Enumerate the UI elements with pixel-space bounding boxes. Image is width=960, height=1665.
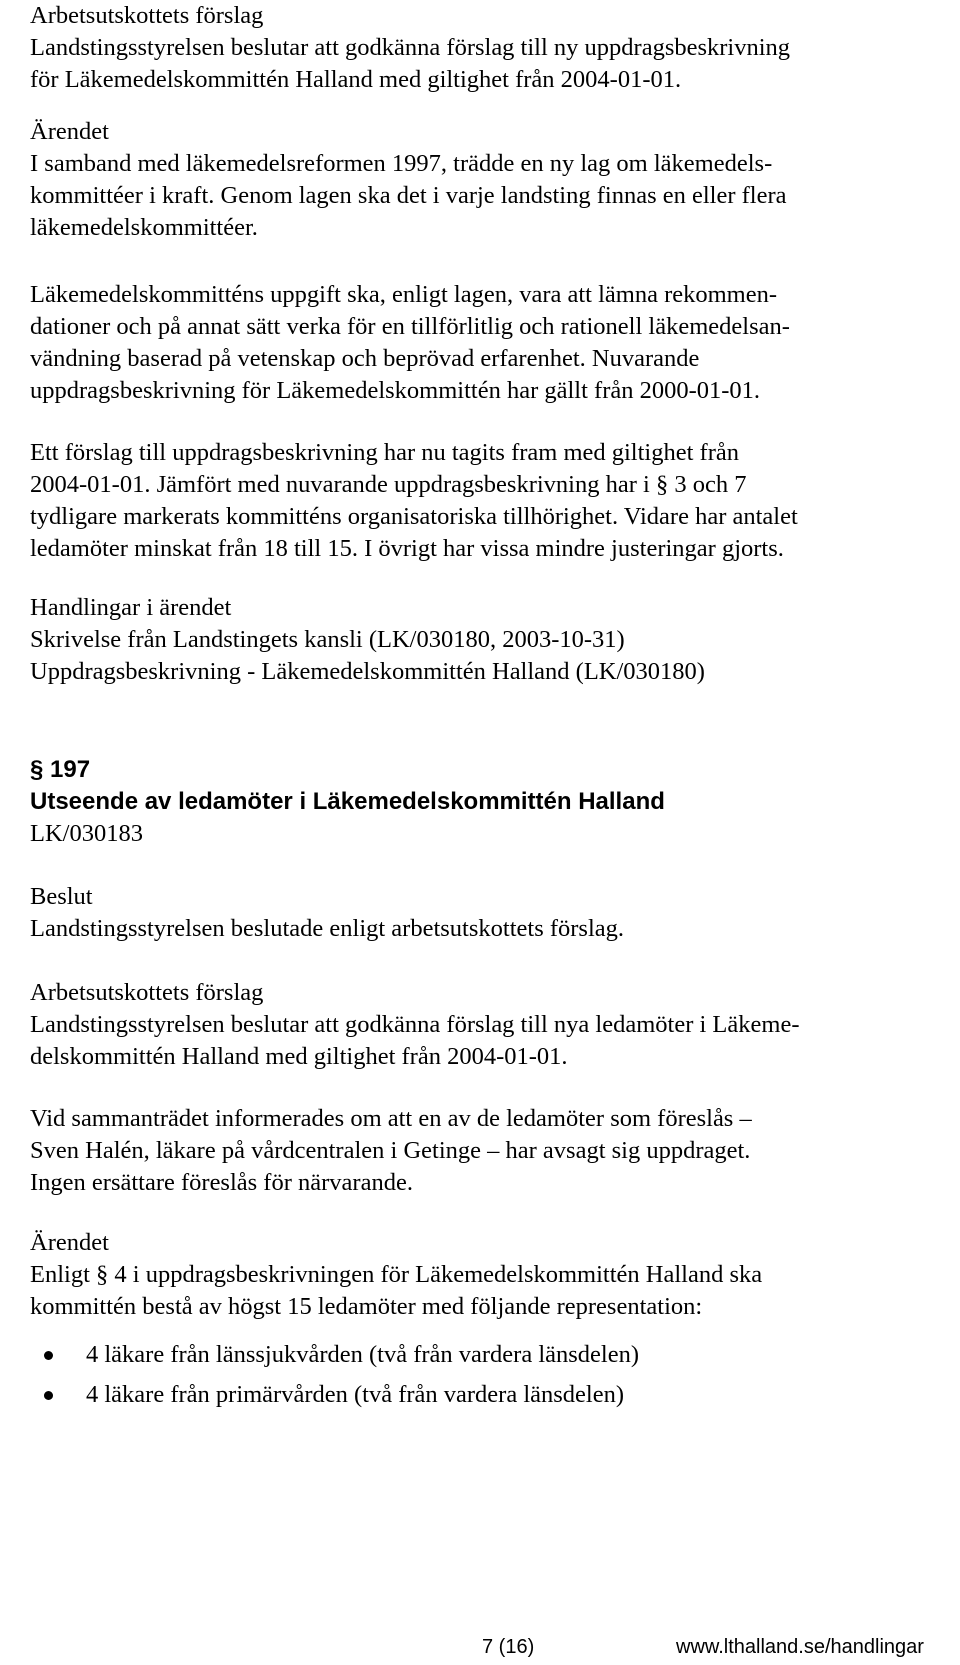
document-item: Skrivelse från Landstingets kansli (LK/030180, 2003-10-31): [30, 626, 625, 653]
matter-p3-line: Ett förslag till uppdragsbeskrivning har nu tagits fram med giltighet från: [30, 439, 739, 466]
proposal-line: delskommittén Halland med giltighet från 2004-01-01.: [30, 1043, 568, 1070]
footer-url: www.lthalland.se/handlingar: [676, 1636, 924, 1658]
matter-p3-line: tydligare markerats kommitténs organisatoriska tillhörighet. Vidare har antalet: [30, 503, 798, 530]
decision-text: Landstingsstyrelsen beslutade enligt arbetsutskottets förslag.: [30, 915, 625, 942]
matter-p1-line: kommittéer i kraft. Genom lagen ska det i varje landsting finnas en eller flera: [30, 182, 787, 209]
page-number: 7 (16): [482, 1636, 535, 1658]
meeting-note: [30, 1103, 940, 1199]
matter-heading: Ärendet: [30, 118, 109, 145]
decision-heading: Beslut: [30, 883, 93, 910]
matter-p1-line: läkemedelskommittéer.: [30, 214, 258, 241]
matter-section-b: [30, 1227, 940, 1323]
meeting-line: Vid sammanträdet informerades om att en av de ledamöter som föreslås –: [30, 1105, 752, 1132]
bullet-icon: [44, 1351, 53, 1360]
meeting-line: Ingen ersättare föreslås för närvarande.: [30, 1169, 413, 1196]
list-item-text: 4 läkare från länssjukvården (två från vardera länsdelen): [86, 1341, 640, 1368]
list-item-text: 4 läkare från primärvården (två från vardera länsdelen): [86, 1381, 625, 1408]
matter-p2-line: uppdragsbeskrivning för Läkemedelskommittén har gällt från 2000-01-01.: [30, 377, 761, 404]
matter-p3-line: ledamöter minskat från 18 till 15. I övrigt har vissa mindre justeringar gjorts.: [30, 535, 784, 562]
proposal-line: för Läkemedelskommittén Halland med giltighet från 2004-01-01.: [30, 66, 682, 93]
matter-p2-line: vändning baserad på vetenskap och beprövad erfarenhet. Nuvarande: [30, 345, 700, 372]
proposal-line: Landstingsstyrelsen beslutar att godkänna förslag till nya ledamöter i Läkeme-: [30, 1011, 800, 1038]
reference-number: LK/030183: [30, 820, 143, 847]
paragraph-title: Utseende av ledamöter i Läkemedelskommittén Halland: [30, 788, 665, 815]
matter-heading: Ärendet: [30, 1229, 109, 1256]
meeting-line: Sven Halén, läkare på vårdcentralen i Getinge – har avsagt sig uppdraget.: [30, 1137, 751, 1164]
matter-p2-line: dationer och på annat sätt verka för en tillförlitlig och rationell läkemedelsan-: [30, 313, 790, 340]
matter-p1-line: I samband med läkemedelsreformen 1997, trädde en ny lag om läkemedels-: [30, 150, 773, 177]
matter-paragraph-2: [30, 279, 940, 407]
decision-section: [30, 881, 940, 945]
matter-p2-line: Läkemedelskommitténs uppgift ska, enligt lagen, vara att lämna rekommen-: [30, 281, 778, 308]
matter-p3-line: 2004-01-01. Jämfört med nuvarande uppdragsbeskrivning har i § 3 och 7: [30, 471, 747, 498]
paragraph-number: § 197: [30, 756, 91, 783]
documents-section: [30, 592, 940, 688]
proposal-line: Landstingsstyrelsen beslutar att godkänna förslag till ny uppdragsbeskrivning: [30, 34, 791, 61]
proposal-heading: Arbetsutskottets förslag: [30, 979, 264, 1006]
matter-line: kommittén bestå av högst 15 ledamöter med följande representation:: [30, 1293, 703, 1320]
matter-paragraph-3: [30, 437, 940, 565]
document-item: Uppdragsbeskrivning - Läkemedelskommittén Halland (LK/030180): [30, 658, 705, 685]
documents-heading: Handlingar i ärendet: [30, 594, 232, 621]
proposal-heading: Arbetsutskottets förslag: [30, 2, 264, 29]
proposal-section-b: [30, 977, 940, 1073]
bullet-icon: [44, 1391, 53, 1400]
matter-section-a: [30, 116, 940, 244]
matter-line: Enligt § 4 i uppdragsbeskrivningen för Läkemedelskommittén Halland ska: [30, 1261, 763, 1288]
proposal-section-a: [30, 0, 940, 96]
paragraph-197-header: [30, 754, 940, 850]
